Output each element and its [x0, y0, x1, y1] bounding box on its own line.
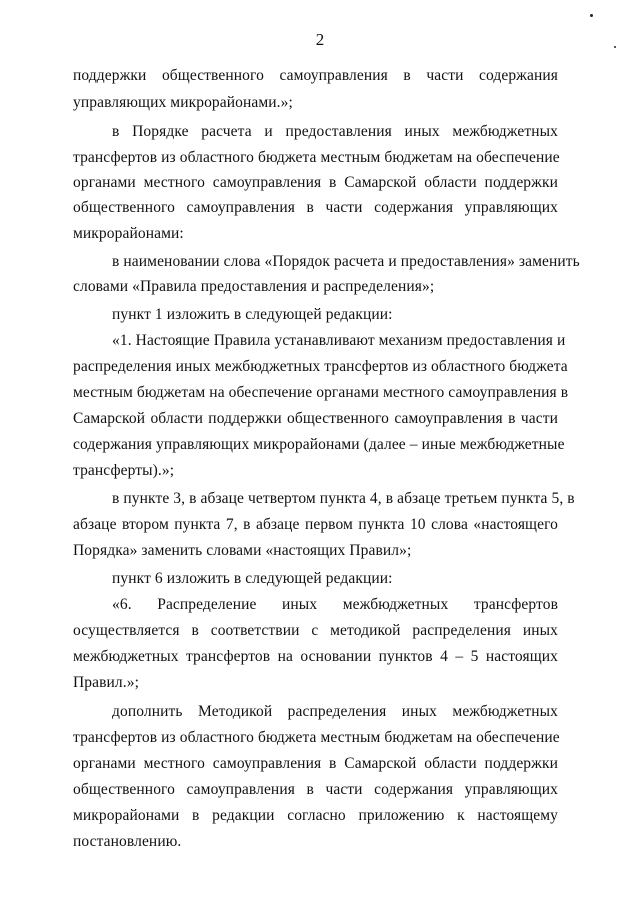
text-line: поддержки общественного самоуправления в части содержания — [73, 67, 558, 84]
text-line: словами «Правила предоставления и распределения»; — [73, 278, 435, 295]
text-line: «6. Распределение иных межбюджетных трансфертов — [112, 596, 558, 613]
text-line: трансфертов из областного бюджета местным бюджетам на обеспечение — [73, 149, 560, 166]
text-line: общественного самоуправления в части содержания управляющих — [73, 199, 558, 216]
text-line: микрорайонами в редакции согласно приложению к настоящему — [73, 807, 558, 824]
text-line: микрорайонами: — [73, 225, 184, 242]
text-line: в наименовании слова «Порядок расчета и предоставления» заменить — [112, 253, 580, 270]
text-line: управляющих микрорайонами.»; — [73, 94, 293, 111]
text-line: пункт 1 изложить в следующей редакции: — [112, 306, 393, 323]
text-line: органами местного самоуправления в Самарской области поддержки — [73, 174, 558, 191]
text-line: трансферты).»; — [73, 462, 175, 479]
text-line: содержания управляющих микрорайонами (далее – иные межбюджетные — [73, 436, 565, 453]
text-line: распределения иных межбюджетных трансфертов из областного бюджета — [73, 358, 568, 375]
text-line: «1. Настоящие Правила устанавливают механизм предоставления и — [112, 332, 566, 349]
text-line: Правил.»; — [73, 674, 140, 691]
text-line: трансфертов из областного бюджета местным бюджетам на обеспечение — [73, 729, 560, 746]
text-line: пункт 6 изложить в следующей редакции: — [112, 570, 393, 587]
text-line: Порядка» заменить словами «настоящих Правил»; — [73, 542, 412, 559]
text-line: постановлению. — [73, 833, 182, 850]
text-line: органами местного самоуправления в Самарской области поддержки — [73, 755, 558, 772]
scan-artifact — [590, 14, 593, 17]
text-line: Самарской области поддержки общественного самоуправления в части — [73, 410, 558, 427]
text-line: в Порядке расчета и предоставления иных межбюджетных — [112, 123, 558, 140]
text-line: осуществляется в соответствии с методикой распределения иных — [73, 622, 558, 639]
text-line: общественного самоуправления в части содержания управляющих — [73, 781, 558, 798]
text-line: в пункте 3, в абзаце четвертом пункта 4, в абзаце третьем пункта 5, в — [112, 490, 575, 507]
text-line: абзаце втором пункта 7, в абзаце первом пункта 10 слова «настоящего — [73, 516, 558, 533]
text-line: местным бюджетам на обеспечение органами местного самоуправления в — [73, 384, 569, 401]
text-line: дополнить Методикой распределения иных межбюджетных — [112, 703, 558, 720]
page-number: 2 — [315, 30, 325, 49]
text-line: межбюджетных трансфертов на основании пунктов 4 – 5 настоящих — [73, 648, 558, 665]
